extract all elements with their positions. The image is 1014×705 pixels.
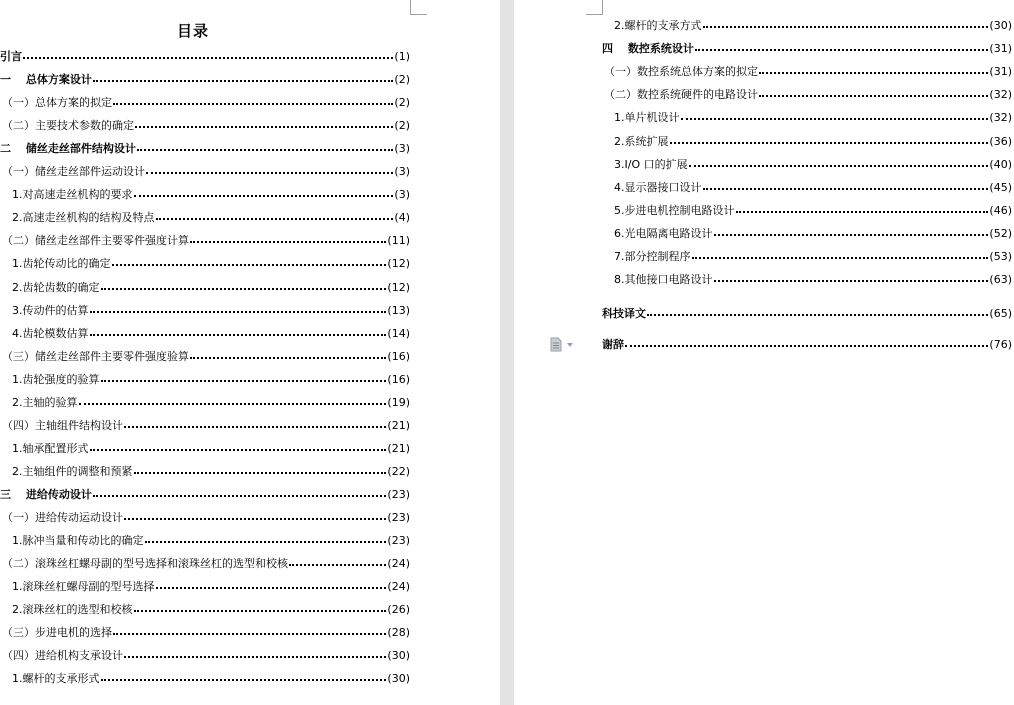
toc-entry-title: （二）数控系统硬件的电路设计: [604, 88, 758, 102]
toc-entry-page: (3): [394, 142, 410, 156]
toc-leader-dots: [625, 338, 988, 347]
toc-entry-title: 3.传动件的估算: [12, 303, 89, 317]
toc-entry[interactable]: [602, 42, 1012, 56]
toc-entry-title: 2.齿轮齿数的确定: [12, 280, 100, 294]
toc-entry[interactable]: [604, 65, 1012, 79]
toc-entry[interactable]: [0, 73, 410, 87]
toc-entry-page: (76): [989, 338, 1012, 351]
toc-entry[interactable]: [2, 649, 410, 663]
toc-entry-page: (32): [989, 88, 1012, 102]
toc-entry[interactable]: [12, 373, 410, 387]
toc-leader-dots: [146, 165, 393, 174]
toc-entry[interactable]: [614, 111, 1012, 125]
toc-leader-dots: [156, 580, 387, 589]
toc-leader-dots: [134, 465, 387, 474]
toc-entry-page: (46): [989, 203, 1012, 217]
toc-leader-dots: [681, 111, 989, 120]
toc-leader-dots: [90, 304, 387, 313]
toc-entry[interactable]: [12, 672, 410, 686]
toc-entry-title: 1.单片机设计: [614, 111, 680, 125]
toc-entry-title: 3.I/O 口的扩展: [614, 157, 688, 171]
toc-entry-page: (65): [989, 307, 1012, 320]
toc-entry-page: (24): [387, 557, 410, 571]
toc-entry[interactable]: [0, 142, 410, 156]
toc-entry-title: （三）储丝走丝部件主要零件强度验算: [2, 349, 189, 363]
toc-entry-page: (13): [387, 303, 410, 317]
toc-entry-page: (63): [989, 273, 1012, 287]
toc-entry-title: 三 进给传动设计: [0, 487, 92, 501]
toc-entry-page: (31): [989, 65, 1012, 79]
toc-entry-page: (4): [394, 211, 410, 225]
toc-entry-title: （一）总体方案的拟定: [2, 96, 112, 110]
toc-entry[interactable]: [12, 327, 410, 341]
toc-leader-dots: [759, 88, 988, 97]
toc-entry-title: 一 总体方案设计: [0, 73, 92, 87]
toc-entry[interactable]: [12, 257, 410, 271]
toc-entry-title: （四）进给机构支承设计: [2, 649, 123, 663]
toc-entry[interactable]: [614, 204, 1012, 218]
toc-leader-dots: [692, 250, 989, 259]
toc-entry-page: (24): [387, 580, 410, 594]
toc-entry[interactable]: [12, 442, 410, 456]
toc-entry-title: 6.光电隔离电路设计: [614, 226, 713, 240]
toc-leader-dots: [714, 273, 989, 282]
toc-entry-title: 1.脉冲当量和传动比的确定: [12, 534, 144, 548]
toc-entry-page: (21): [387, 441, 410, 455]
toc-leader-dots: [647, 307, 988, 316]
toc-entry-title: 1.齿轮强度的验算: [12, 372, 100, 386]
toc-entry[interactable]: [12, 281, 410, 295]
toc-entry[interactable]: [12, 603, 410, 617]
toc-entry-title: 2.滚珠丝杠的选型和校核: [12, 603, 133, 617]
toc-entry[interactable]: [2, 626, 410, 640]
toc-leader-dots: [714, 227, 989, 236]
toc-entry-title: （一）储丝走丝部件运动设计: [2, 165, 145, 179]
toc-leader-dots: [124, 649, 386, 658]
toc-entry-title: （四）主轴组件结构设计: [2, 418, 123, 432]
toc-entry-page: (19): [387, 395, 410, 409]
toc-entry-page: (2): [394, 119, 410, 133]
toc-leader-dots: [90, 327, 387, 336]
toc-list-left: [0, 0, 500, 705]
toc-entry[interactable]: [614, 273, 1012, 287]
toc-leader-dots: [703, 19, 989, 28]
toc-leader-dots: [90, 442, 387, 451]
toc-leader-dots: [135, 119, 393, 128]
toc-entry[interactable]: [614, 135, 1012, 149]
toc-entry-page: (14): [387, 326, 410, 340]
toc-entry-title: （三）步进电机的选择: [2, 626, 112, 640]
toc-leader-dots: [93, 73, 394, 82]
toc-entry-page: (30): [387, 672, 410, 686]
toc-entry-page: (40): [989, 157, 1012, 171]
toc-entry-page: (21): [387, 418, 410, 432]
toc-entry[interactable]: [614, 158, 1012, 172]
toc-entry-title: 谢辞: [602, 338, 624, 351]
toc-entry[interactable]: [614, 181, 1012, 195]
toc-entry-title: 1.对高速走丝机构的要求: [12, 188, 133, 202]
toc-entry[interactable]: [12, 465, 410, 479]
toc-entry-page: (16): [387, 349, 410, 363]
toc-entry-page: (22): [387, 464, 410, 478]
toc-leader-dots: [134, 603, 387, 612]
toc-entry[interactable]: [2, 419, 410, 433]
toc-entry-page: (53): [989, 250, 1012, 263]
toc-leader-dots: [670, 135, 989, 144]
toc-entry-page: (32): [989, 111, 1012, 125]
toc-leader-dots: [113, 96, 393, 105]
toc-leader-dots: [695, 42, 989, 51]
toc-leader-dots: [137, 142, 394, 151]
toc-entry[interactable]: [2, 119, 410, 133]
toc-entry[interactable]: [602, 307, 1012, 321]
page-gutter: [500, 0, 514, 705]
toc-leader-dots: [759, 65, 988, 74]
toc-entry-title: 2.主轴组件的调整和预紧: [12, 464, 133, 478]
toc-entry-title: 7.部分控制程序: [614, 250, 691, 263]
toc-leader-dots: [145, 534, 387, 543]
toc-entry-page: (12): [387, 280, 410, 294]
toc-entry[interactable]: [12, 304, 410, 318]
toc-entry-page: (3): [394, 165, 410, 179]
toc-leader-dots: [113, 626, 386, 635]
toc-leader-dots: [134, 188, 394, 197]
toc-entry-page: (23): [387, 534, 410, 548]
toc-entry-title: 8.其他接口电路设计: [614, 273, 713, 287]
toc-entry[interactable]: [12, 534, 410, 548]
toc-entry-page: (23): [387, 487, 410, 501]
toc-entry-title: 5.步进电机控制电路设计: [614, 203, 735, 217]
toc-entry-page: (2): [394, 73, 410, 87]
toc-entry-title: 2.主轴的验算: [12, 395, 78, 409]
toc-entry-title: 四 数控系统设计: [602, 42, 694, 56]
toc-entry[interactable]: [12, 211, 410, 225]
toc-entry[interactable]: [602, 338, 1012, 352]
chevron-down-icon[interactable]: [567, 343, 573, 347]
toc-entry-title: 4.齿轮模数估算: [12, 326, 89, 340]
toc-entry-page: (30): [989, 19, 1012, 32]
toc-leader-dots: [156, 211, 394, 220]
toc-entry[interactable]: [604, 88, 1012, 102]
toc-entry-title: 2.高速走丝机构的结构及特点: [12, 211, 155, 225]
toc-entry-page: (30): [387, 649, 410, 663]
toc-leader-dots: [689, 158, 989, 167]
toc-entry[interactable]: [2, 350, 410, 364]
left-page: [0, 0, 500, 705]
toc-entry-title: 科技译文: [602, 307, 646, 320]
toc-entry-title: （二）滚珠丝杠螺母副的型号选择和滚珠丝杠的选型和校核: [2, 557, 288, 571]
toc-entry-title: （二）主要技术参数的确定: [2, 119, 134, 133]
toc-leader-dots: [736, 204, 989, 213]
toc-entry-title: 1.滚珠丝杠螺母副的型号选择: [12, 580, 155, 594]
toc-leader-dots: [190, 234, 386, 243]
toc-leader-dots: [23, 50, 393, 59]
toc-entry-page: (31): [989, 42, 1012, 56]
toc-entry-page: (3): [394, 188, 410, 202]
toc-entry[interactable]: [614, 227, 1012, 241]
toc-entry[interactable]: [0, 488, 410, 502]
toc-entry-page: (26): [387, 603, 410, 617]
toc-entry-page: (16): [387, 372, 410, 386]
toc-entry-page: (36): [989, 134, 1012, 148]
toc-entry-page: (1): [394, 50, 410, 63]
toc-entry[interactable]: [12, 580, 410, 594]
toc-leader-dots: [190, 350, 386, 359]
document-options-icon[interactable]: [549, 337, 563, 352]
toc-leader-dots: [124, 511, 386, 520]
toc-entry-title: 1.齿轮传动比的确定: [12, 257, 111, 271]
toc-entry-title: 2.螺杆的支承方式: [614, 19, 702, 32]
toc-list-right: [514, 0, 1014, 705]
toc-leader-dots: [101, 281, 387, 290]
toc-title: 目录: [176, 22, 209, 40]
toc-entry[interactable]: [12, 188, 410, 202]
toc-entry-page: (23): [387, 511, 410, 524]
toc-entry-title: 二 储丝走丝部件结构设计: [0, 142, 136, 156]
toc-entry-title: （一）进给传动运动设计: [2, 511, 123, 524]
toc-entry[interactable]: [2, 165, 410, 179]
toc-leader-dots: [289, 557, 386, 566]
toc-entry[interactable]: [2, 557, 410, 571]
toc-entry-title: 1.轴承配置形式: [12, 441, 89, 455]
toc-leader-dots: [101, 373, 387, 382]
toc-entry[interactable]: [12, 396, 410, 410]
toc-entry[interactable]: [614, 19, 1012, 33]
toc-entry-page: (52): [989, 226, 1012, 240]
toc-entry-title: （二）储丝走丝部件主要零件强度计算: [2, 234, 189, 248]
toc-entry[interactable]: [2, 234, 410, 248]
toc-entry-page: (11): [387, 234, 410, 248]
toc-entry-title: 2.系统扩展: [614, 134, 669, 148]
toc-entry[interactable]: [0, 50, 410, 64]
toc-entry-page: (45): [989, 180, 1012, 194]
toc-entry-title: 4.显示器接口设计: [614, 180, 702, 194]
right-page: [514, 0, 1014, 705]
toc-entry-title: 1.螺杆的支承形式: [12, 672, 100, 686]
toc-entry[interactable]: [614, 250, 1012, 264]
toc-entry[interactable]: [2, 511, 410, 525]
toc-entry-page: (2): [394, 96, 410, 110]
toc-leader-dots: [124, 419, 386, 428]
toc-leader-dots: [101, 672, 387, 681]
toc-entry-title: （一）数控系统总体方案的拟定: [604, 65, 758, 79]
toc-entry-page: (12): [387, 257, 410, 271]
toc-entry[interactable]: [2, 96, 410, 110]
toc-entry-page: (28): [387, 626, 410, 640]
toc-leader-dots: [703, 181, 989, 190]
toc-entry-title: 引言: [0, 50, 22, 63]
toc-leader-dots: [93, 488, 387, 497]
toc-leader-dots: [79, 396, 387, 405]
toc-leader-dots: [112, 257, 387, 266]
